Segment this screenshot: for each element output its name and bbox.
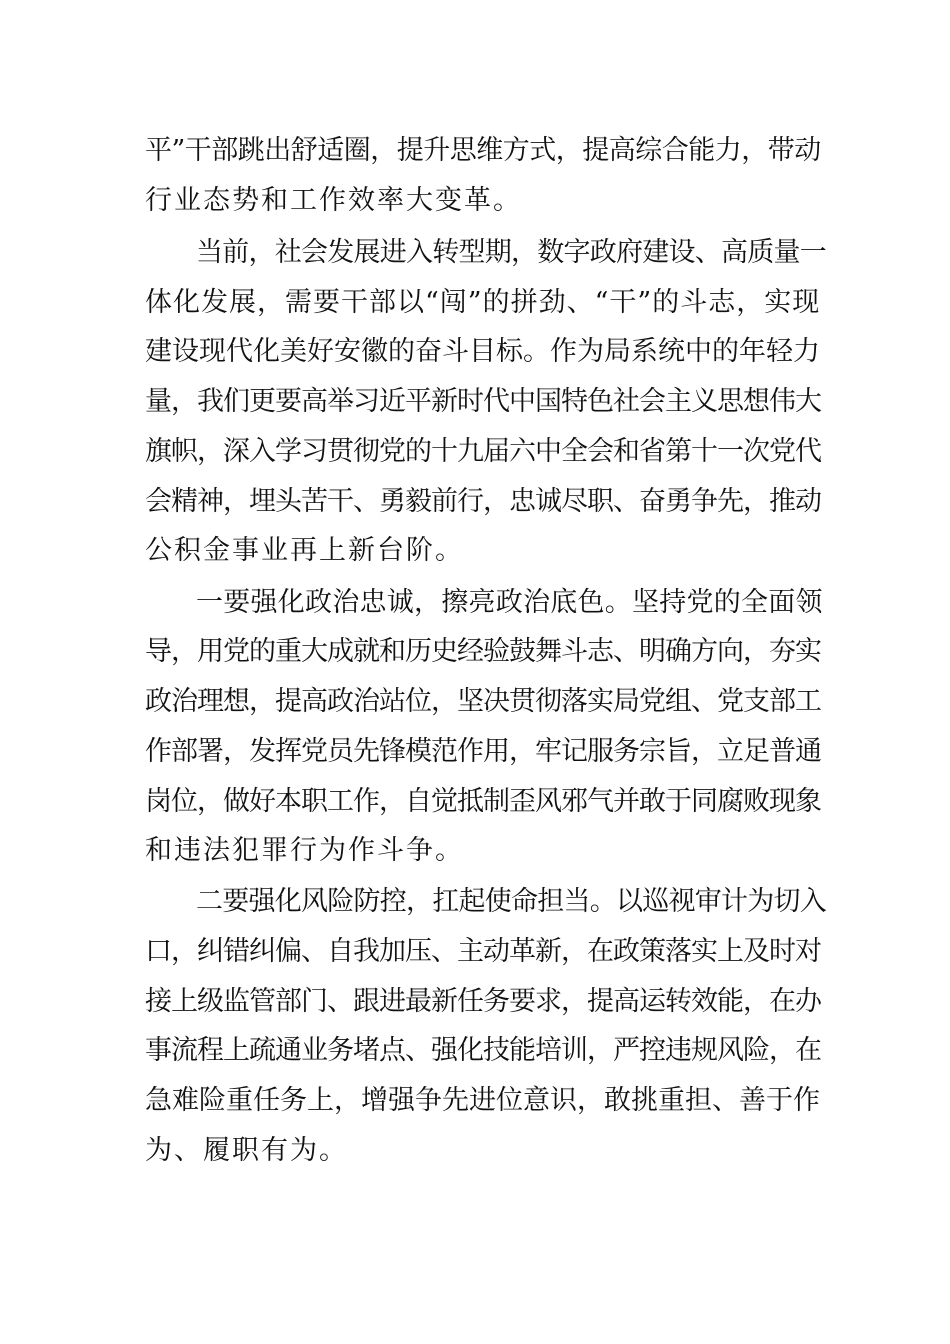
paragraph-line: 旗帜，深入学习贯彻党的十九届六中全会和省第十一次党代 bbox=[145, 436, 821, 467]
paragraph-line: 岗位，做好本职工作，自觉抵制歪风邪气并敢于同腐败现象 bbox=[145, 786, 821, 817]
paragraph-line: 口，纠错纠偏、自我加压、主动革新，在政策落实上及时对 bbox=[145, 936, 821, 967]
paragraph-line: 为、履职有为。 bbox=[145, 1135, 348, 1166]
paragraph-line: 平”干部跳出舒适圈，提升思维方式，提高综合能力，带动 bbox=[145, 135, 821, 166]
paragraph-line: 二要强化风险防控，扛起使命担当。以巡视审计为切入 bbox=[196, 886, 826, 917]
paragraph-line: 公积金事业再上新台阶。 bbox=[145, 535, 464, 566]
paragraph-line: 会精神，埋头苦干、勇毅前行，忠诚尽职、奋勇争先，推动 bbox=[145, 486, 821, 517]
paragraph-line: 体化发展，需要干部以“闯”的拼劲、“干”的斗志，实现 bbox=[145, 287, 821, 318]
paragraph-line: 建设现代化美好安徽的奋斗目标。作为局系统中的年轻力 bbox=[145, 336, 820, 367]
paragraph-line: 导，用党的重大成就和历史经验鼓舞斗志、明确方向，夯实 bbox=[145, 636, 821, 667]
paragraph-line: 行业态势和工作效率大变革。 bbox=[145, 185, 522, 216]
paragraph-line: 接上级监管部门、跟进最新任务要求，提高运转效能，在办 bbox=[145, 986, 821, 1017]
paragraph-line: 和违法犯罪行为作斗争。 bbox=[145, 835, 464, 866]
paragraph-line: 急难险重任务上，增强争先进位意识，敢挑重担、善于作 bbox=[145, 1085, 820, 1116]
paragraph-line: 一要强化政治忠诚，擦亮政治底色。坚持党的全面领 bbox=[196, 587, 823, 618]
paragraph-line: 作部署，发挥党员先锋模范作用，牢记服务宗旨，立足普通 bbox=[145, 736, 821, 767]
paragraph-line: 当前，社会发展进入转型期，数字政府建设、高质量一 bbox=[196, 237, 826, 268]
paragraph-line: 事流程上疏通业务堵点、强化技能培训，严控违规风险，在 bbox=[145, 1035, 821, 1066]
paragraph-line: 量，我们更要高举习近平新时代中国特色社会主义思想伟大 bbox=[145, 386, 821, 417]
paragraph-line: 政治理想，提高政治站位，坚决贯彻落实局党组、党支部工 bbox=[145, 686, 821, 717]
